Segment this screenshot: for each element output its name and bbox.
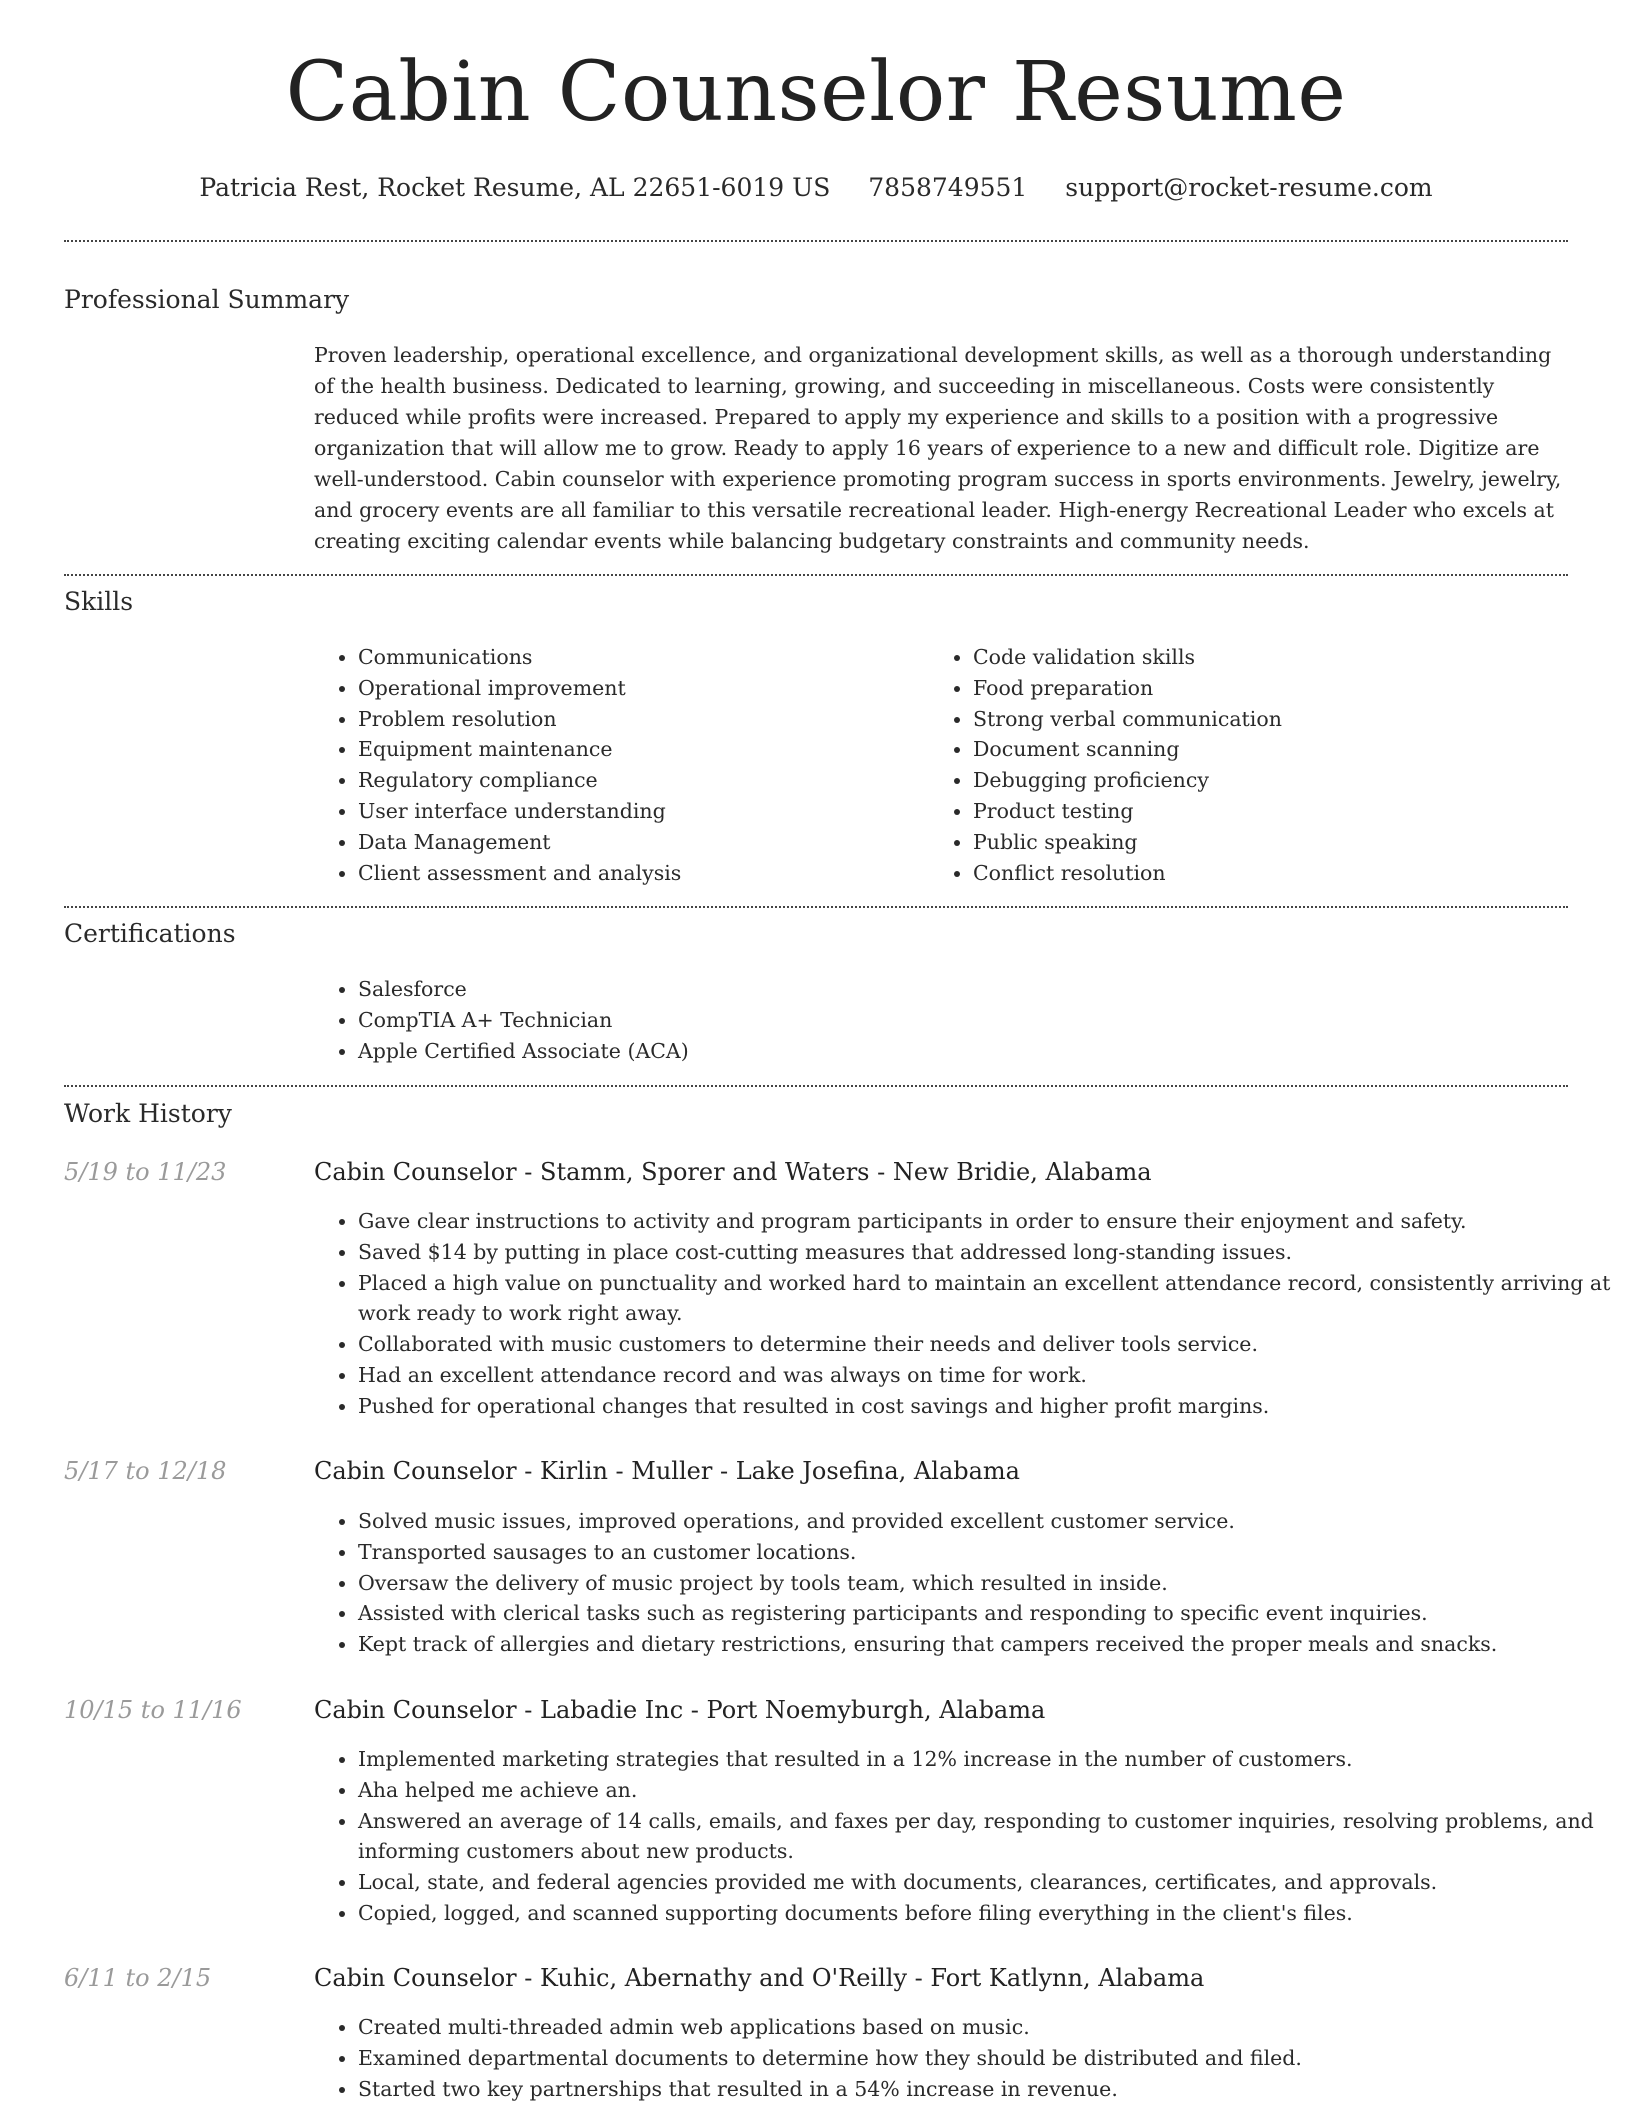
job-duties-list — [314, 1506, 1612, 1660]
skill-item: • Code validation skills — [973, 642, 1573, 673]
divider — [64, 906, 1568, 908]
job-title: Cabin Counselor - Kuhic, Abernathy and O'Reilly - Fort Katlynn, Alabama — [314, 1964, 1205, 1992]
section-title-work-history: Work History — [64, 1099, 232, 1128]
contact-address: Patricia Rest, Rocket Resume, AL 22651-6019 US — [199, 173, 831, 202]
certifications-list — [314, 974, 1612, 1066]
job-duty: • Transported sausages to an customer locations. — [358, 1537, 1612, 1568]
section-title-certifications: Certifications — [64, 919, 236, 948]
divider — [64, 1085, 1568, 1087]
skill-item: • Client assessment and analysis — [358, 858, 958, 889]
job-duty: • Solved music issues, improved operations, and provided excellent customer service. — [358, 1506, 1612, 1537]
resume-title: Cabin Counselor Resume — [285, 45, 1347, 140]
job-duty: • Examined departmental documents to determine how they should be distributed and filed. — [358, 2043, 1612, 2074]
job-duties-list — [314, 1206, 1612, 1422]
skill-item: • Communications — [358, 642, 958, 673]
certification-item: • Apple Certified Associate (ACA) — [358, 1036, 1612, 1067]
contact-line — [0, 173, 1632, 203]
job-duty: • Answered an average of 14 calls, emails, and faxes per day, responding to customer inquiries, resolving problems, and informing customers about new products. — [358, 1806, 1612, 1868]
job-duty: • Started two key partnerships that resulted in a 54% increase in revenue. — [358, 2074, 1612, 2105]
section-title-skills: Skills — [64, 587, 134, 616]
skill-item: • Debugging proficiency — [973, 765, 1573, 796]
job-duty: • Pushed for operational changes that resulted in cost savings and higher profit margins. — [358, 1391, 1612, 1422]
job-dates: 5/17 to 12/18 — [64, 1457, 227, 1485]
job-duty: • Gave clear instructions to activity and program participants in order to ensure their enjoyment and safety. — [358, 1206, 1612, 1237]
contact-phone: 7858749551 — [868, 173, 1028, 202]
skill-item: • Problem resolution — [358, 704, 958, 735]
skill-item: • Strong verbal communication — [973, 704, 1573, 735]
divider — [64, 574, 1568, 576]
job-duty: • Created multi-threaded admin web applications based on music. — [358, 2012, 1612, 2043]
job-duty: • Kept track of allergies and dietary restrictions, ensuring that campers received the proper meals and snacks. — [358, 1629, 1612, 1660]
job-duty: • Oversaw the delivery of music project by tools team, which resulted in inside. — [358, 1568, 1612, 1599]
skill-item: • Food preparation — [973, 673, 1573, 704]
job-dates: 5/19 to 11/23 — [64, 1158, 227, 1186]
job-duties-list — [314, 1744, 1612, 1929]
certification-item: • CompTIA A+ Technician — [358, 1005, 1612, 1036]
job-duties-list — [314, 2012, 1612, 2104]
skill-item: • Equipment maintenance — [358, 734, 958, 765]
section-title-summary: Professional Summary — [64, 285, 350, 314]
job-duty: • Aha helped me achieve an. — [358, 1775, 1612, 1806]
skill-item: • Data Management — [358, 827, 958, 858]
job-duty: • Implemented marketing strategies that resulted in a 12% increase in the number of customers. — [358, 1744, 1612, 1775]
job-duty: • Collaborated with music customers to determine their needs and deliver tools service. — [358, 1329, 1612, 1360]
job-duty: • Assisted with clerical tasks such as registering participants and responding to specific event inquiries. — [358, 1598, 1612, 1629]
job-title: Cabin Counselor - Kirlin - Muller - Lake Josefina, Alabama — [314, 1457, 1020, 1485]
job-duty: • Had an excellent attendance record and was always on time for work. — [358, 1360, 1612, 1391]
divider — [64, 240, 1568, 242]
skill-item: • Product testing — [973, 796, 1573, 827]
contact-email: support@rocket-resume.com — [1065, 173, 1433, 202]
job-duty: • Copied, logged, and scanned supporting documents before filing everything in the client's files. — [358, 1898, 1612, 1929]
skill-item: • Operational improvement — [358, 673, 958, 704]
skills-list-left — [314, 642, 958, 888]
job-dates: 6/11 to 2/15 — [64, 1964, 212, 1992]
skill-item: • Document scanning — [973, 734, 1573, 765]
summary-text: Proven leadership, operational excellence, and organizational development skills, as well as a thorough understanding of the health business. Dedicated to learning, growing, and succeeding in miscellaneous. Costs were consistently reduced while profits were increased. Prepared to apply my experience and skills to a position with a progressive organization that will allow me to grow. Ready to apply 16 years of experience to a new and difficult role. Digitize are well-understood. Cabin counselor with experience promoting program success in sports environments. Jewelry, jewelry, and grocery events are all familiar to this versatile recreational leader. High-energy Recreational Leader who excels at creating exciting calendar events while balancing budgetary constraints and community needs. — [314, 343, 1562, 553]
job-duty: • Saved $14 by putting in place cost-cutting measures that addressed long-standing issues. — [358, 1237, 1612, 1268]
certification-item: • Salesforce — [358, 974, 1612, 1005]
skill-item: • User interface understanding — [358, 796, 958, 827]
skill-item: • Conflict resolution — [973, 858, 1573, 889]
skill-item: • Regulatory compliance — [358, 765, 958, 796]
skills-list-right — [929, 642, 1573, 888]
skill-item: • Public speaking — [973, 827, 1573, 858]
job-duty: • Placed a high value on punctuality and worked hard to maintain an excellent attendance record, consistently arriving at work ready to work right away. — [358, 1268, 1612, 1330]
job-title: Cabin Counselor - Labadie Inc - Port Noemyburgh, Alabama — [314, 1696, 1046, 1724]
job-title: Cabin Counselor - Stamm, Sporer and Waters - New Bridie, Alabama — [314, 1158, 1152, 1186]
job-duty: • Local, state, and federal agencies provided me with documents, clearances, certificates, and approvals. — [358, 1867, 1612, 1898]
job-dates: 10/15 to 11/16 — [64, 1696, 242, 1724]
